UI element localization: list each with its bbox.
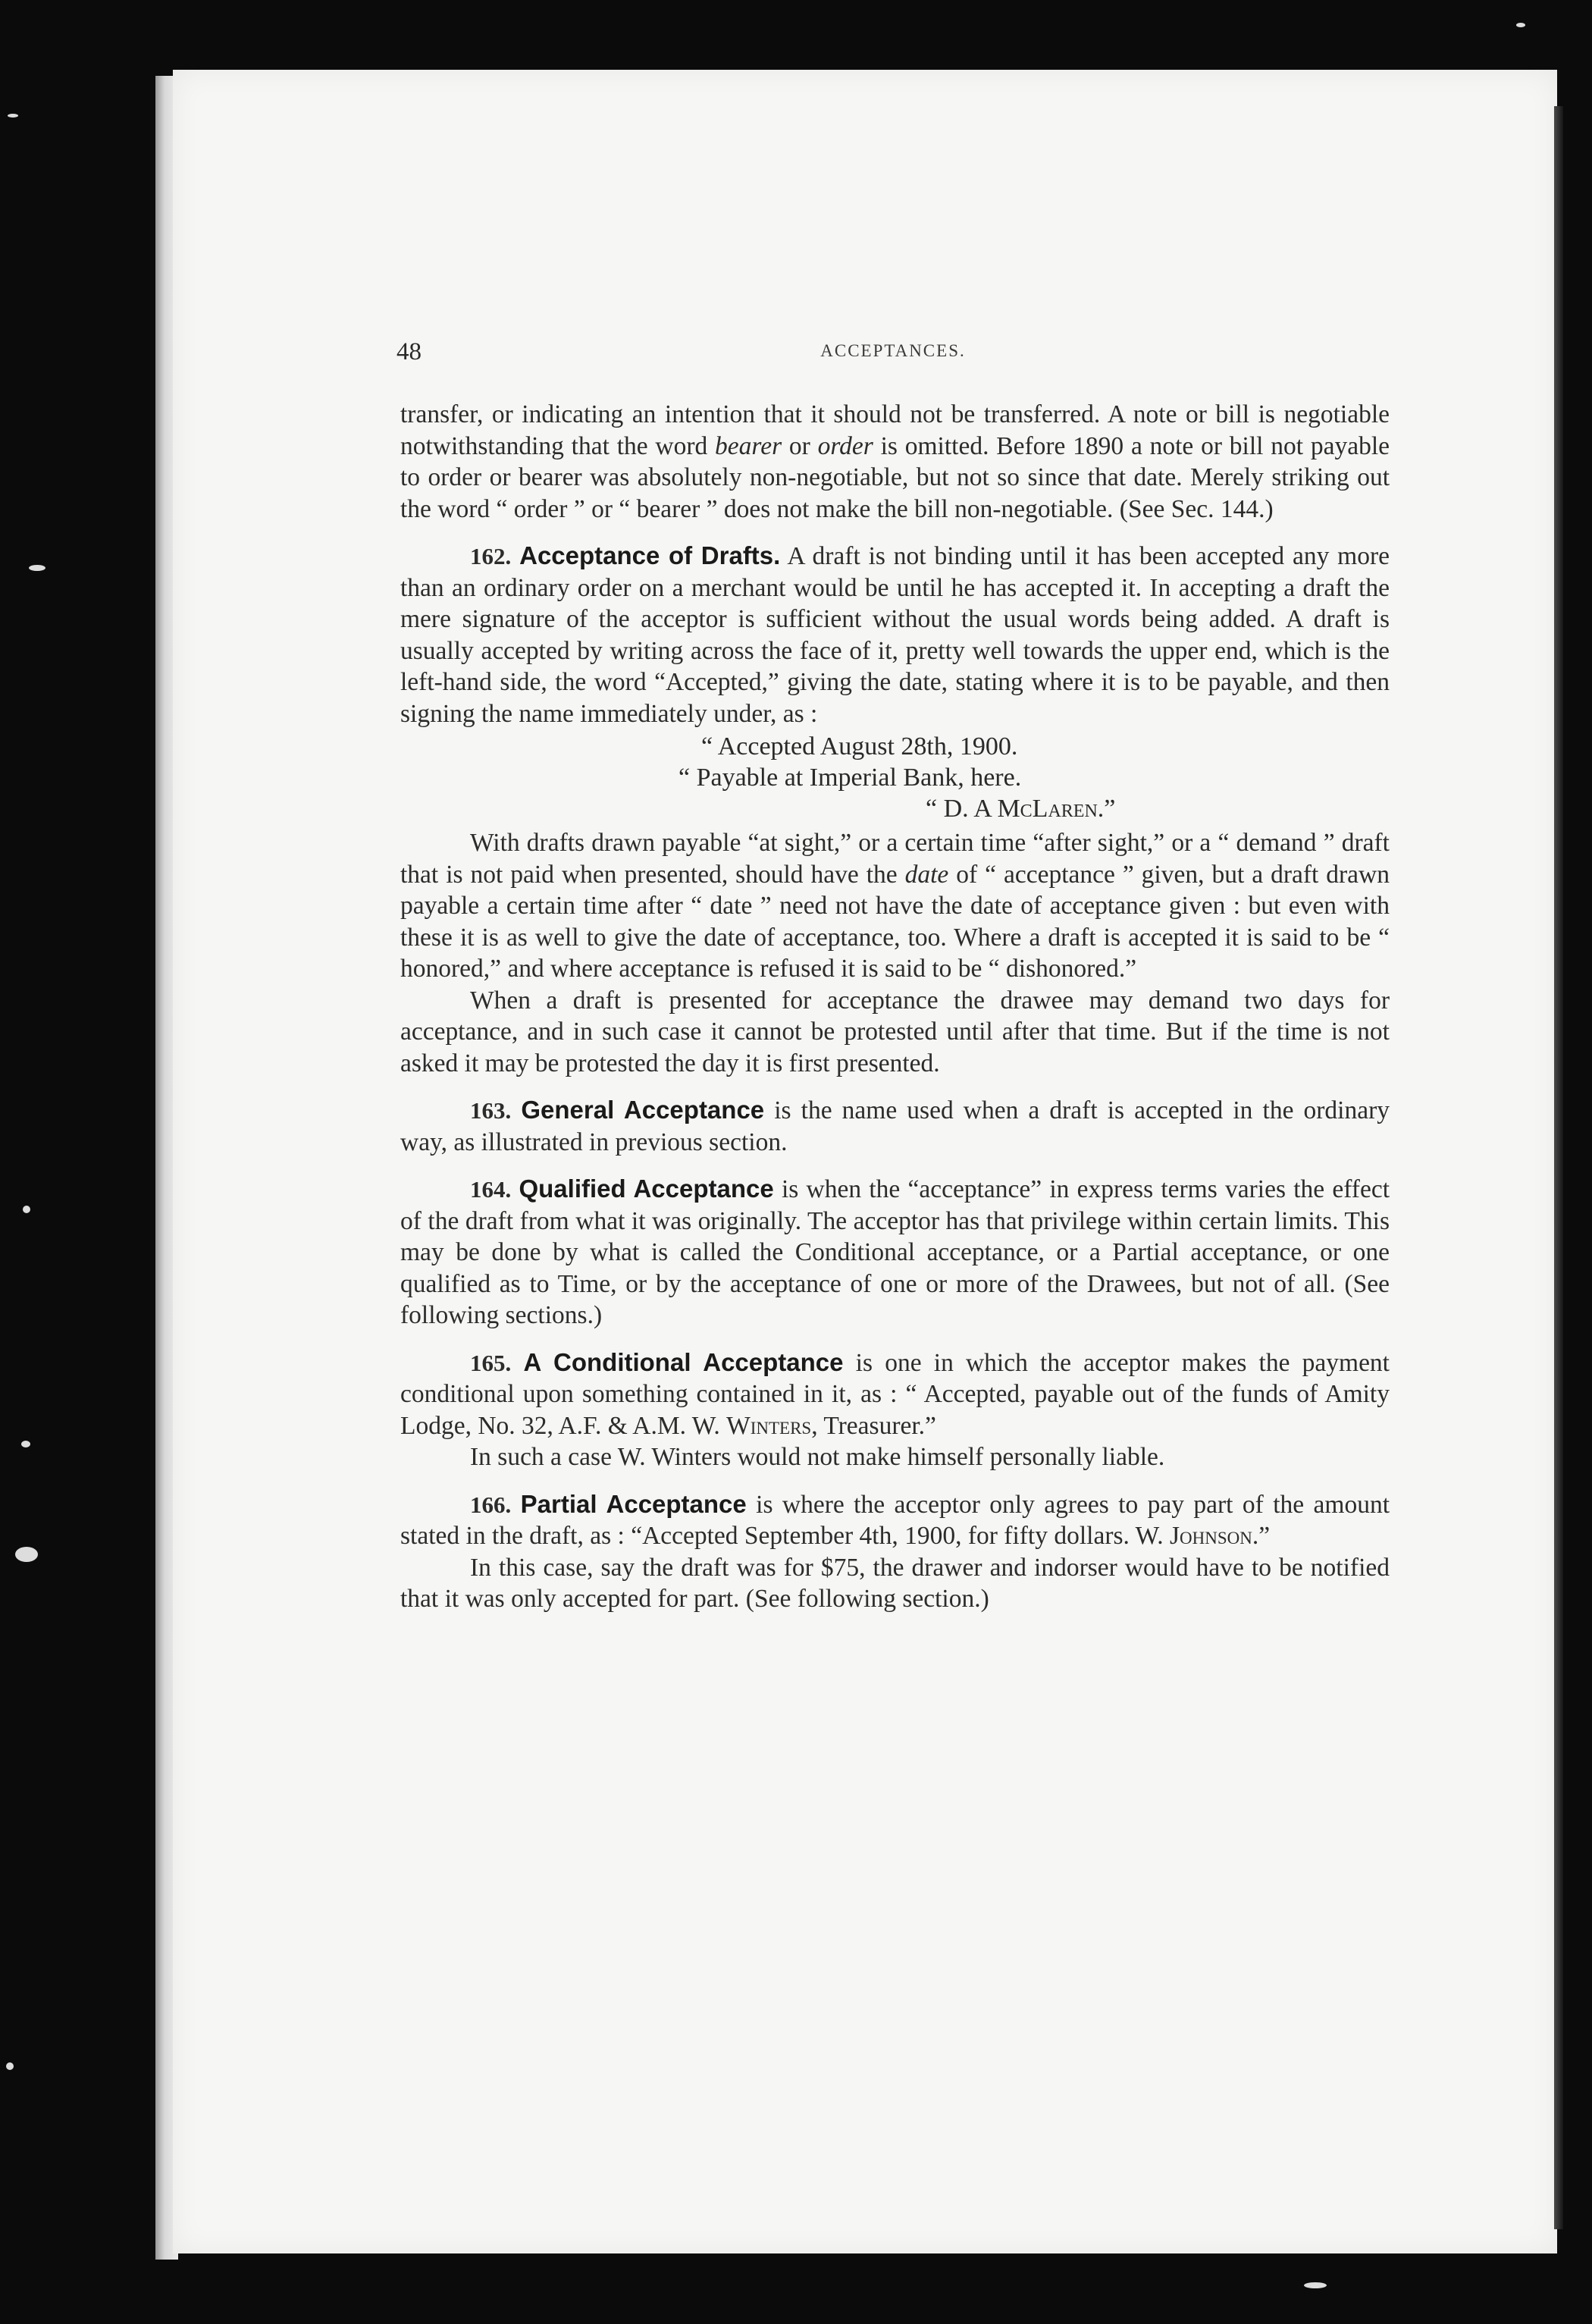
section-166-text-b: .” xyxy=(1252,1522,1271,1550)
section-164 xyxy=(400,1173,1390,1331)
example-line-1: “ Accepted August 28th, 1900. xyxy=(701,732,1018,761)
section-162-paragraph-2 xyxy=(400,827,1390,985)
intro-order-italic: order xyxy=(817,431,873,460)
section-163-number: 163. xyxy=(470,1097,512,1124)
example-signature: “ D. A McLaren.” xyxy=(926,795,1116,823)
section-163-text: is the name used when a draft is accepted in the ordinary way, as illustrated in previous section. xyxy=(400,1096,1390,1156)
running-title: ACCEPTANCES. xyxy=(820,341,966,360)
intro-paragraph xyxy=(400,399,1390,525)
section-164-number: 164. xyxy=(470,1176,512,1203)
section-166 xyxy=(400,1488,1390,1552)
intro-text-a: transfer, or indicating an intention that it should not be transferred. A note or bill is negotiable notwithstanding that the word xyxy=(400,400,1390,460)
section-166-paragraph-2: In this case, say the draft was for $75, the drawer and indorser would have to be notified that it was only accepted for part. (See following section.) xyxy=(400,1553,1390,1613)
section-162-heading: Acceptance of Drafts. xyxy=(519,541,781,569)
section-162-paragraph-3: When a draft is presented for acceptance the drawee may demand two days for acceptance, and in such case it cannot be protested until after that time. But if the time is not asked it may be protested the day it is first presented. xyxy=(400,986,1390,1077)
section-163-heading: General Acceptance xyxy=(521,1096,765,1124)
section-165-text-b: , Treasurer.” xyxy=(811,1411,936,1440)
intro-bearer-italic: bearer xyxy=(715,431,782,460)
section-162 xyxy=(400,540,1390,729)
section-165-name: Winters xyxy=(726,1411,812,1440)
acceptance-example xyxy=(400,731,1390,824)
section-165 xyxy=(400,1347,1390,1442)
section-162-p2-text-b: of “ acceptance ” given, but a draft drawn payable a certain time after “ date ” need not have the date of acceptance given : but even with these it is as well to give the date of acceptance, too. Where a draft is accepted it is said to be “ honored,” and where acceptance is refused it is said to be “ dishonored.” xyxy=(400,860,1390,983)
section-165-heading: A Conditional Acceptance xyxy=(523,1347,844,1376)
body-text xyxy=(400,399,1390,1615)
intro-text-b: or xyxy=(782,431,818,460)
section-166-name: Johnson xyxy=(1169,1522,1252,1550)
example-line-2: “ Payable at Imperial Bank, here. xyxy=(678,764,1022,792)
section-165-text-a: is one in which the acceptor makes the payment conditional upon something contained in it, as : “ Accepted, payable out of the funds of Amity Lodge, No. 32, A.F. & A.M. W. xyxy=(400,1348,1390,1440)
section-164-text: is when the “acceptance” in express terms varies the effect of the draft from what it was originally. The acceptor has that privilege within certain limits. This may be done by what is called the Conditional acceptance, or a Partial acceptance, or one qualified as to Time, or by the acceptance of one or more of the Drawees, but not of all. (See following sections.) xyxy=(400,1175,1390,1329)
section-165-paragraph-2: In such a case W. Winters would not make himself personally liable. xyxy=(470,1443,1165,1471)
section-162-p2-text-a: With drafts drawn payable “at sight,” or a certain time “after sight,” or a “ demand ” draft that is not paid when presented, should have the xyxy=(400,829,1390,889)
section-164-heading: Qualified Acceptance xyxy=(519,1175,774,1203)
section-166-text-a: is where the acceptor only agrees to pay part of the amount stated in the draft, as : “Accepted September 4th, 1900, for fifty dollars. W. xyxy=(400,1490,1390,1550)
section-166-heading: Partial Acceptance xyxy=(520,1489,747,1518)
section-162-date-italic: date xyxy=(904,860,949,889)
section-162-text: A draft is not binding until it has been accepted any more than an ordinary order on a merchant would be until he has accepted it. In accepting a draft the mere signature of the acceptor is sufficient without the usual words being added. A draft is usually accepted by writing across the face of it, pretty well towards the upper end, which is the left-hand side, the word “Accepted,” giving the date, stating where it is to be payable, and then signing the name immediately under, as : xyxy=(400,542,1390,728)
page-number: 48 xyxy=(396,338,422,365)
section-162-number: 162. xyxy=(470,543,512,569)
intro-text-c: is omitted. Before 1890 a note or bill not payable to order or bearer was absolutely non-negotiable, but not so since that date. Merely striking out the word “ order ” or “ bearer ” does not make the bill non-negotiable. (See Sec. 144.) xyxy=(400,431,1390,523)
section-163 xyxy=(400,1094,1390,1158)
section-165-number: 165. xyxy=(470,1349,512,1376)
running-head xyxy=(396,334,1390,367)
page-gutter-shadow xyxy=(1554,106,1563,2229)
section-166-number: 166. xyxy=(470,1491,512,1518)
